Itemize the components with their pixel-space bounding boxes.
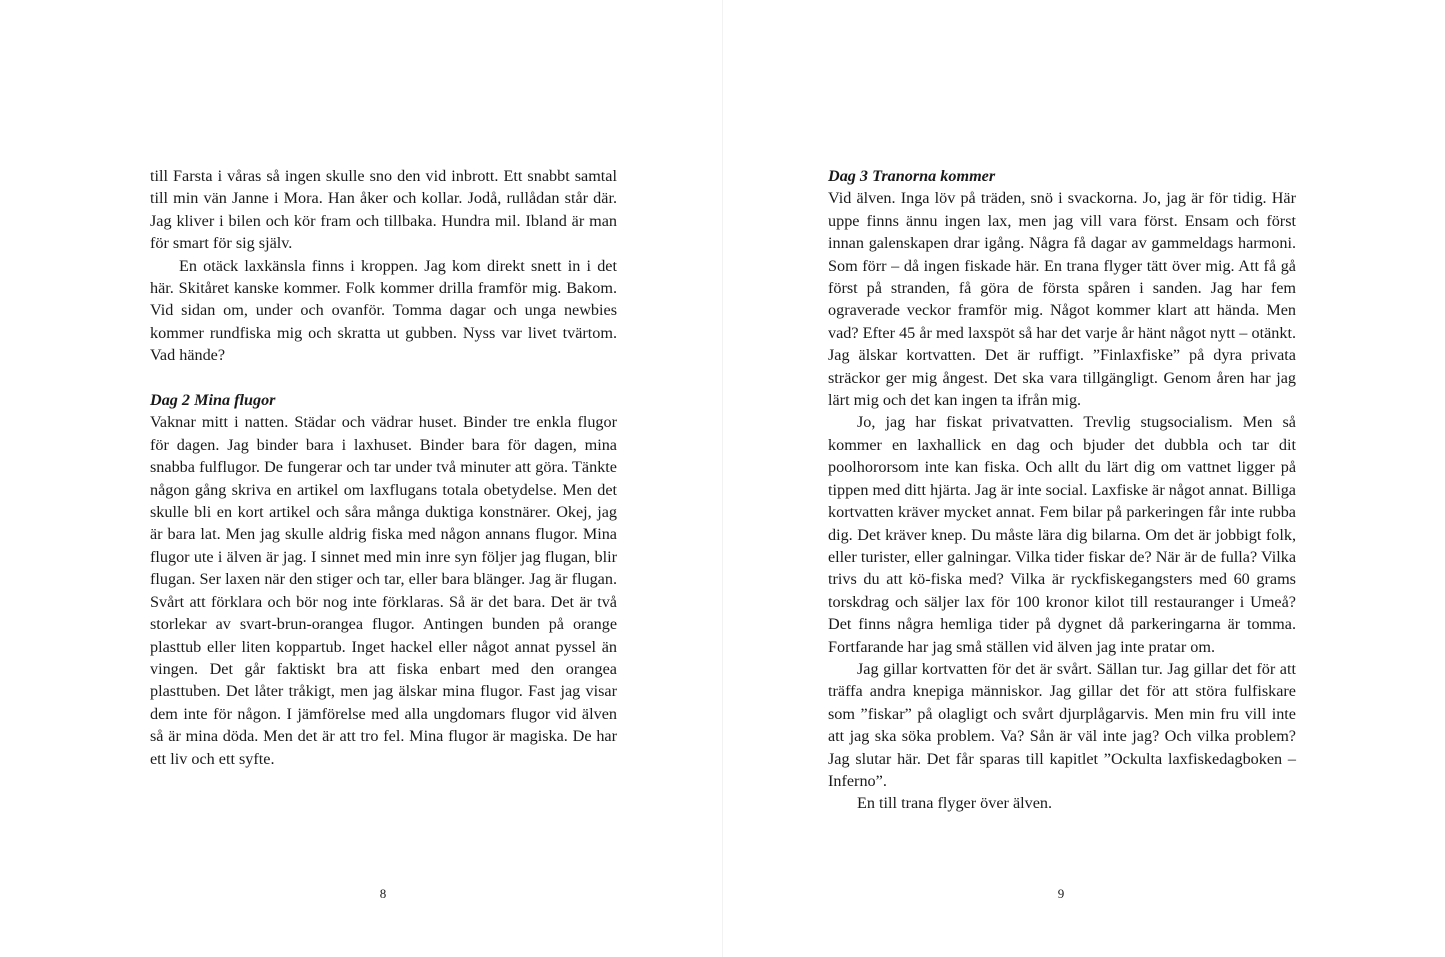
left-page-text <box>150 165 617 770</box>
section-heading-dag-3: Dag 3 Tranorna kommer <box>828 167 996 185</box>
right-page <box>723 0 1445 957</box>
page-number-right: 9 <box>1057 886 1065 901</box>
section-gap <box>150 367 617 389</box>
paragraph-laxkansla: En otäck laxkänsla finns i kroppen. Jag kom direkt snett in i det här. Skitåret kanske kommer. Folk kommer drilla framför mig. Bakom. Vid sidan om, under och ovanför. Tomma dagar och unga newbies kommer rundfiska mig och skratta ut gubben. Nyss var livet tvärtom. Vad hände? <box>150 256 617 365</box>
paragraph-vid-alven: Vid älven. Inga löv på träden, snö i svackorna. Jo, jag är för tidig. Här uppe finns ännu ingen lax, men jag vill vara först. Ensam och först innan galenskapen drar igång. Några få dagar av gammeldags harmoni. Som förr – då ingen fiskade här. En trana flyger tätt över mig. Att få gå först på stranden, få göra de första spåren i sanden. Jag har fem ograverade veckor framför mig. Något kommer klart att hända. Men vad? Efter 45 år med laxspöt så har det varje år hänt något nytt – otänkt. Jag älskar kortvatten. Det är ruffigt. ”Finlaxfiske” på dyra privata sträckor ger mig ångest. Det ska vara tillgängligt. Genom åren har jag lärt mig och det kan ingen ta ifrån mig. <box>828 189 1296 410</box>
left-page <box>0 0 722 957</box>
section-heading-dag-2: Dag 2 Mina flugor <box>150 391 276 410</box>
page-number-left: 8 <box>379 886 387 901</box>
paragraph-continued: till Farsta i våras så ingen skulle sno den vid inbrott. Ett snabbt samtal till min vän Janne i Mora. Han åker och kollar. Jodå, rullådan står där. Jag kliver i bilen och kör fram och tillbaka. Hundra mil. Ibland är man för smart för sig själv. <box>150 167 617 253</box>
right-page-text <box>828 165 1296 815</box>
paragraph-trana: En till trana flyger över älven. <box>857 794 1053 813</box>
paragraph-kortvatten: Jag gillar kortvatten för det är svårt. Sällan tur. Jag gillar det för att träffa andra knepiga människor. Jag gillar det för att störa fulfiskare som ”fiskar” på olagligt och svårt djurplågarvis. Men min fru vill inte att jag ska söka problem. Va? Sån är väl inte jag? Och vilka problem? Jag slutar här. Det får sparas till kapitlet ”Ockulta laxfiskedagboken – Inferno”. <box>828 659 1296 790</box>
paragraph-privatvatten: Jo, jag har fiskat privatvatten. Trevlig stugsocialism. Men så kommer en laxhallick en dag och bjuder det dubbla och tar dit poolhororsom inte kan fiska. Och allt du lärt dig om vattnet ligger på tippen med ditt hjärta. Jag är inte social. Laxfiske är något annat. Billiga kortvatten kräver mycket annat. Fem bilar på parkeringen får inte rubba dig. Det kräver knep. Du måste lära dig bilarna. Om det är jobbigt folk, eller turister, eller galningar. Vilka tider fiskar de? När är de fulla? Vilka trivs du att kö-fiska med? Vilka är ryckfiskegangsters med 60 grams torskdrag och säljer lax för 100 kronor kilot till restauranger i Umeå? Det finns några hemliga tider på dygnet då parkeringarna är tomma. Fortfarande har jag små ställen vid älven jag inte pratar om. <box>828 413 1296 656</box>
paragraph-mina-flugor: Vaknar mitt i natten. Städar och vädrar huset. Binder tre enkla flugor för dagen. Jag binder bara i laxhuset. Binder bara för dagen, mina snabba fulflugor. De fungerar och tar under två minuter att göra. Tänkte någon gång skriva en artikel om laxflugans totala obetydelse. Men det skulle bli en kort artikel och såra många duktiga konstnärer. Okej, jag är bara lat. Men jag skulle aldrig fiska med någon annans flugor. Mina flugor ute i älven är jag. I sinnet med min inre syn följer jag flugan, blir flugan. Ser laxen när den stiger och tar, eller bara blänger. Jag är flugan. Svårt att förklara och bör nog inte förklaras. Så är det bara. Det är två storlekar av svart-brun-orangea flugor. Antingen bunden på orange plasttub eller liten koppartub. Inget hackel eller något annat pyssel än vingen. Det går faktiskt bra att fiska enbart med den orangea plasttuben. Det låter tråkigt, men jag älskar mina flugor. Fast jag visar dem inte för någon. I jämförelse med alla ungdomars flugor vid älven så är mina döda. Men det är att tro fel. Mina flugor är magiska. De har ett liv och ett syfte. <box>150 413 617 768</box>
